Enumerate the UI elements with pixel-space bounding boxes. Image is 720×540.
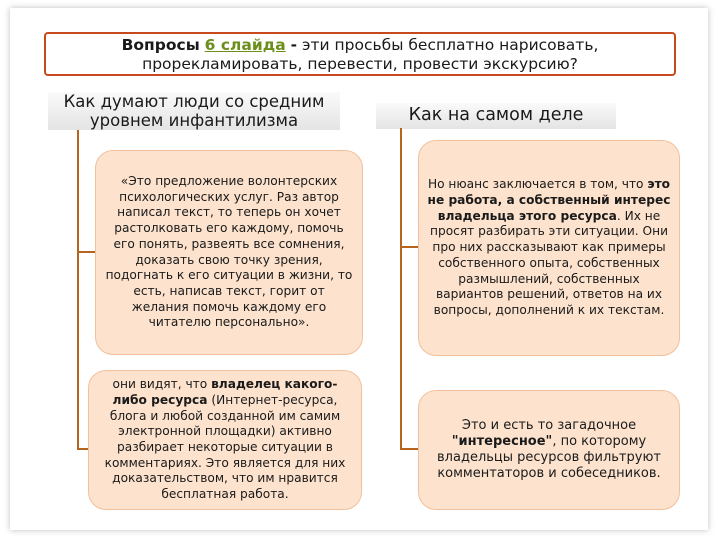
left-header-line-1: Как думают люди со средним [63, 92, 325, 111]
reality-box-2-text: Это и есть то загадочное "интересное", по которому владельцы ресурсов фильтруют комментаторов и собеседников. [437, 418, 661, 481]
slide-title [44, 32, 676, 76]
title-questions: Вопросы [121, 36, 200, 54]
slide-6-link[interactable]: 6 слайда [204, 36, 286, 54]
reality-box-1 [418, 140, 680, 356]
title-dash: - [290, 36, 298, 54]
right-connector-branch-2 [400, 448, 418, 450]
myth-box-2-text: они видят, что владелец какого-либо ресурса (Интернет-ресурса, блога и любой созданной им самим электронной площадки) активно разбирает некоторые ситуации в комментариях. Это является для них доказательством, что им нравится бесплатная работа. [104, 377, 346, 502]
right-connector-branch-1 [400, 246, 418, 248]
left-header-line-2: уровнем инфантилизма [89, 111, 299, 130]
title-rest: эти просьбы бесплатно нарисовать, [302, 36, 599, 54]
left-connector-branch-2 [77, 448, 88, 450]
right-connector-vertical [400, 128, 402, 450]
title-line-1 [46, 36, 674, 55]
reality-box-1-text: Но нюанс заключается в том, что это не работа, а собственный интерес владельца этого ресурса. Их не просят разбирать эти ситуации. Они про них рассказывают как примеры собственного опыта, собственных размышлений, собственных вариантов решений, ответов на их вопросы, дополнений к их текстам. [427, 177, 671, 317]
left-connector-vertical [77, 130, 79, 450]
left-connector-branch-1 [77, 251, 95, 253]
myth-box-2 [88, 370, 362, 510]
title-line-2: прорекламировать, перевести, провести экскурсию? [142, 55, 578, 73]
reality-box-2 [418, 390, 680, 510]
left-column-header [48, 92, 340, 130]
myth-box-1 [95, 150, 363, 355]
myth-box-1-text: «Это предложение волонтерских психологических услуг. Раз автор написал текст, то теперь он хочет растолковать его каждому, помочь его понять, развеять все сомнения, доказать свою точку зрения, подогнать к его ситуации в жизни, то есть, написав текст, горит от желания помочь каждому его читателю персонально». [105, 173, 353, 330]
right-column-header: Как на самом деле [376, 103, 616, 129]
